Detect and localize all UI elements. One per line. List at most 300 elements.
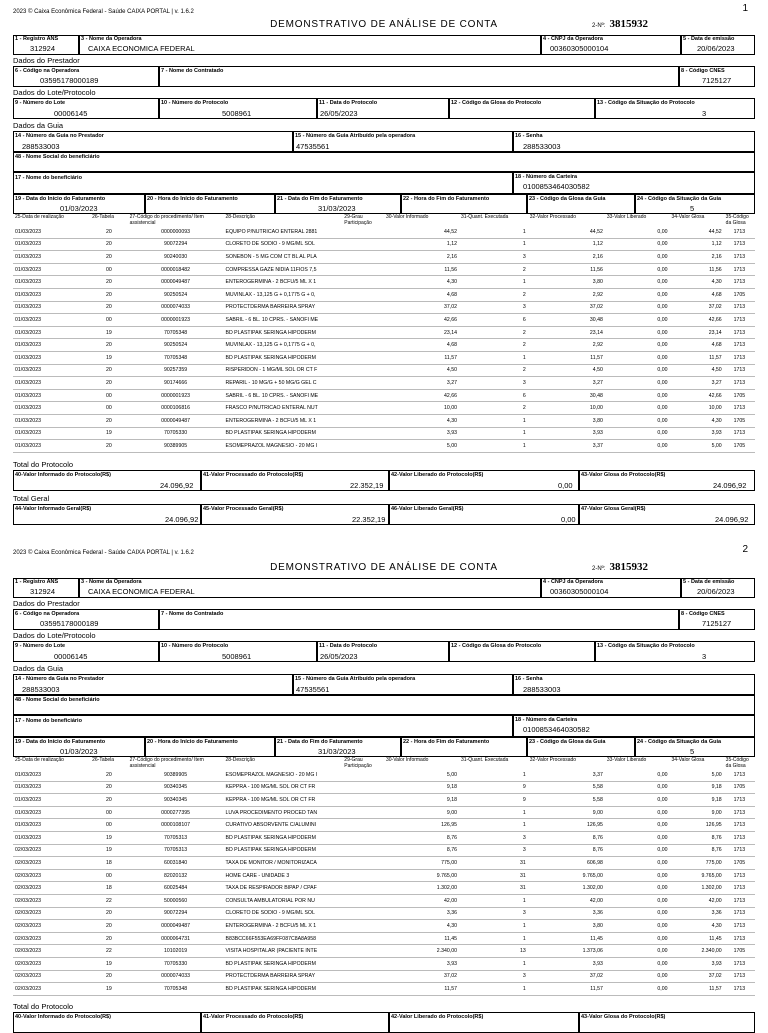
table-cell: BD PLASTIPAK SERINGA HIPODERM bbox=[224, 844, 343, 857]
table-cell: 1713 bbox=[724, 377, 755, 390]
label: 42-Valor Liberado do Protocolo(R$) bbox=[391, 472, 484, 478]
label: 46-Valor Liberado Geral(R$) bbox=[391, 506, 464, 512]
label: 17 - Nome do beneficiário bbox=[15, 175, 82, 181]
table-row bbox=[13, 920, 755, 933]
table-cell bbox=[342, 882, 384, 895]
table-cell: 126,95 bbox=[528, 819, 605, 832]
table-cell: 1713 bbox=[724, 907, 755, 920]
table-cell: 0000049487 bbox=[128, 276, 224, 289]
table-cell: 02/03/2023 bbox=[13, 945, 90, 958]
table-cell: 1705 bbox=[724, 414, 755, 427]
table-cell: 2 bbox=[459, 326, 528, 339]
value: 00360305000104 bbox=[550, 44, 609, 53]
table-cell bbox=[342, 427, 384, 440]
table-cell: KEPPRA - 100 MG/ML SOL OR CT FR bbox=[224, 781, 343, 794]
table-cell: 01/03/2023 bbox=[13, 819, 90, 832]
table-cell: 20 bbox=[90, 364, 128, 377]
table-cell: 1705 bbox=[724, 945, 755, 958]
table-row bbox=[13, 314, 755, 327]
table-cell bbox=[342, 769, 384, 781]
table-cell: 6 bbox=[459, 389, 528, 402]
table-cell: 1713 bbox=[724, 339, 755, 352]
table-cell: 0000049487 bbox=[128, 414, 224, 427]
value: 288533003 bbox=[22, 685, 60, 694]
field-nome-contratado bbox=[159, 609, 679, 630]
table-cell: 30,48 bbox=[528, 314, 605, 327]
section-prestador: Dados do Prestador bbox=[13, 599, 80, 608]
table-cell: 0,00 bbox=[605, 957, 670, 970]
table-cell: 1713 bbox=[724, 276, 755, 289]
table-cell bbox=[342, 945, 384, 958]
table-row bbox=[13, 819, 755, 832]
table-cell: 01/03/2023 bbox=[13, 226, 90, 238]
table-cell: 11,45 bbox=[384, 932, 459, 945]
label: 13 - Código da Situação do Protocolo bbox=[597, 643, 695, 649]
table-cell: 0,00 bbox=[605, 276, 670, 289]
label: 21 - Data do Fim do Faturamento bbox=[277, 739, 363, 745]
table-cell: 19 bbox=[90, 351, 128, 364]
column-header: 35-Código da Glosa bbox=[725, 214, 749, 226]
table-row bbox=[13, 440, 755, 453]
label: 13 - Código da Situação do Protocolo bbox=[597, 100, 695, 106]
items-table bbox=[13, 215, 755, 453]
table-cell: 20 bbox=[90, 377, 128, 390]
table-cell: MUVINLAX - 13,125 G + 0,1775 G + 0, bbox=[224, 288, 343, 301]
table-cell: 1713 bbox=[724, 238, 755, 251]
table-cell: 9,18 bbox=[384, 781, 459, 794]
table-cell: 0,00 bbox=[605, 920, 670, 933]
table-cell: 2 bbox=[459, 288, 528, 301]
table-cell: 0,00 bbox=[605, 907, 670, 920]
table-cell: 3,37 bbox=[528, 769, 605, 781]
table-cell: 44,52 bbox=[384, 226, 459, 238]
table-cell: 4,68 bbox=[669, 288, 723, 301]
table-cell: 01/03/2023 bbox=[13, 806, 90, 819]
value: 22.352,19 bbox=[350, 481, 384, 490]
table-cell: 37,02 bbox=[528, 970, 605, 983]
table-row bbox=[13, 414, 755, 427]
app-header: 2023 © Caixa Econômica Federal - Saúde CAIXA PORTAL | v. 1.6.2 bbox=[13, 550, 194, 556]
table-cell bbox=[342, 869, 384, 882]
table-cell: 60031840 bbox=[128, 857, 224, 870]
label: 20 - Hora do Início do Faturamento bbox=[147, 739, 238, 745]
table-cell: 1713 bbox=[724, 831, 755, 844]
table-cell: 01/03/2023 bbox=[13, 377, 90, 390]
table-cell: 5,00 bbox=[669, 440, 723, 453]
table-cell: 3,93 bbox=[528, 427, 605, 440]
label: 23 - Código da Glosa da Guia bbox=[529, 196, 606, 202]
table-cell: 01/03/2023 bbox=[13, 414, 90, 427]
table-cell: ENTEROGERMINA - 2 BCFU/5 ML X 1 bbox=[224, 276, 343, 289]
label: 12 - Código da Glosa do Protocolo bbox=[451, 643, 542, 649]
table-cell: 60025484 bbox=[128, 882, 224, 895]
table-row bbox=[13, 351, 755, 364]
table-cell: 31 bbox=[459, 882, 528, 895]
section-total-geral: Total Geral bbox=[13, 494, 50, 503]
table-cell: 18 bbox=[90, 857, 128, 870]
table-cell bbox=[342, 857, 384, 870]
table-cell: COMPRESSA GAZE NIDIA 11FIOS 7,5 bbox=[224, 263, 343, 276]
table-cell bbox=[342, 389, 384, 402]
document-title: DEMONSTRATIVO DE ANÁLISE DE CONTA bbox=[270, 19, 498, 30]
table-cell: 01/03/2023 bbox=[13, 364, 90, 377]
table-cell: 1 bbox=[459, 920, 528, 933]
table-cell: 1713 bbox=[724, 251, 755, 264]
table-row bbox=[13, 339, 755, 352]
table-cell: 3,93 bbox=[669, 427, 723, 440]
table-cell: 1 bbox=[459, 351, 528, 364]
table-cell: 20 bbox=[90, 440, 128, 453]
value: 26/05/2023 bbox=[320, 109, 358, 118]
value: 00360305000104 bbox=[550, 587, 609, 596]
table-cell: 3,80 bbox=[528, 414, 605, 427]
field-nome-social bbox=[13, 695, 755, 715]
table-cell: 1713 bbox=[724, 794, 755, 807]
value: 5 bbox=[690, 747, 695, 756]
label: 40-Valor Informado do Protocolo(R$) bbox=[15, 472, 111, 478]
table-cell: REPARIL - 10 MG/G + 50 MG/G GEL C bbox=[224, 377, 343, 390]
value: 7125127 bbox=[702, 76, 732, 85]
table-cell: 9,00 bbox=[384, 806, 459, 819]
table-cell: 23,14 bbox=[528, 326, 605, 339]
table-cell: 8,76 bbox=[528, 844, 605, 857]
table-cell: HOME CARE - UNIDADE 3 bbox=[224, 869, 343, 882]
section-total-protocolo: Total do Protocolo bbox=[13, 1002, 74, 1011]
table-cell: 90250524 bbox=[128, 288, 224, 301]
section-lote: Dados do Lote/Protocolo bbox=[13, 88, 96, 97]
value: 47535561 bbox=[296, 142, 330, 151]
table-cell: 0,00 bbox=[605, 377, 670, 390]
table-cell bbox=[342, 794, 384, 807]
label: 10 - Número do Protocolo bbox=[161, 100, 229, 106]
table-row bbox=[13, 882, 755, 895]
table-cell: 1.302,00 bbox=[669, 882, 723, 895]
table-cell: 02/03/2023 bbox=[13, 920, 90, 933]
label: 1 - Registro ANS bbox=[15, 36, 59, 42]
table-cell: 22 bbox=[90, 945, 128, 958]
column-header: 34-Valor Glosa bbox=[671, 757, 705, 763]
table-cell: 8,76 bbox=[669, 831, 723, 844]
table-cell: 02/03/2023 bbox=[13, 970, 90, 983]
table-cell: 1713 bbox=[724, 932, 755, 945]
table-cell: CLORETO DE SODIO - 9 MG/ML SOL bbox=[224, 238, 343, 251]
table-cell: 00 bbox=[90, 806, 128, 819]
table-cell: ENTEROGERMINA - 2 BCFU/5 ML X 1 bbox=[224, 920, 343, 933]
table-cell: 1 bbox=[459, 440, 528, 453]
table-cell: 3 bbox=[459, 377, 528, 390]
label: 8 - Código CNES bbox=[681, 611, 725, 617]
value: 22.352,19 bbox=[352, 515, 386, 524]
column-header: 30-Valor Informado bbox=[385, 757, 429, 763]
table-cell: 01/03/2023 bbox=[13, 263, 90, 276]
table-cell: 19 bbox=[90, 427, 128, 440]
table-cell: 1713 bbox=[724, 894, 755, 907]
table-cell: 00 bbox=[90, 869, 128, 882]
column-header: 26-Tabela bbox=[92, 214, 115, 220]
table-cell: 0,00 bbox=[605, 414, 670, 427]
table-cell: 20 bbox=[90, 226, 128, 238]
document-title: DEMONSTRATIVO DE ANÁLISE DE CONTA bbox=[270, 562, 498, 573]
value: 0,00 bbox=[558, 481, 573, 490]
table-cell: 5,00 bbox=[384, 769, 459, 781]
table-cell: B83BCC66F553EA69FF087C8A8A958 bbox=[224, 932, 343, 945]
table-cell: BD PLASTIPAK SERINGA HIPODERM bbox=[224, 957, 343, 970]
table-cell: 1713 bbox=[724, 402, 755, 415]
value: 3 bbox=[702, 652, 707, 661]
table-cell: 9,00 bbox=[528, 806, 605, 819]
table-cell bbox=[342, 907, 384, 920]
table-cell: 1,12 bbox=[384, 238, 459, 251]
table-cell: 02/03/2023 bbox=[13, 983, 90, 996]
table-cell: 9,18 bbox=[384, 794, 459, 807]
table-cell: 0,00 bbox=[605, 819, 670, 832]
table-cell: 2 bbox=[459, 402, 528, 415]
table-cell: 3 bbox=[459, 251, 528, 264]
table-cell: 1713 bbox=[724, 970, 755, 983]
field-nome-beneficiario bbox=[13, 715, 513, 737]
table-cell: TAXA DE MONITOR / MONITORIZACA bbox=[224, 857, 343, 870]
value: 01/03/2023 bbox=[60, 204, 98, 213]
table-cell: CURATIVO ABSORVENTE C/ALUMINI bbox=[224, 819, 343, 832]
table-cell: 01/03/2023 bbox=[13, 389, 90, 402]
column-header: 27-Código do procedimento/ Item assistencial bbox=[129, 214, 204, 226]
table-cell bbox=[342, 414, 384, 427]
table-cell: 9.765,00 bbox=[669, 869, 723, 882]
table-row bbox=[13, 894, 755, 907]
table-cell: 20 bbox=[90, 769, 128, 781]
value: 3 bbox=[702, 109, 707, 118]
table-cell: 82020132 bbox=[128, 869, 224, 882]
value: 24.096,92 bbox=[713, 481, 747, 490]
table-cell: 70705348 bbox=[128, 326, 224, 339]
value: 03595178000189 bbox=[40, 76, 99, 85]
table-cell: 1705 bbox=[724, 857, 755, 870]
table-cell: 0,00 bbox=[605, 831, 670, 844]
value: 00006145 bbox=[54, 109, 88, 118]
table-cell: 0,00 bbox=[605, 857, 670, 870]
table-row bbox=[13, 326, 755, 339]
value: 5008961 bbox=[222, 109, 252, 118]
column-header: 31-Quant. Executada bbox=[461, 757, 509, 763]
column-header: 33-Valor Liberado bbox=[606, 757, 647, 763]
table-row bbox=[13, 377, 755, 390]
value: 31/03/2023 bbox=[318, 204, 356, 213]
section-total-protocolo: Total do Protocolo bbox=[13, 460, 74, 469]
value: 7125127 bbox=[702, 619, 732, 628]
table-cell: 0000049487 bbox=[128, 920, 224, 933]
table-cell: 0,00 bbox=[605, 263, 670, 276]
label: 12 - Código da Glosa do Protocolo bbox=[451, 100, 542, 106]
column-header: 28-Descrição bbox=[225, 757, 255, 763]
column-header: 25-Data de realização bbox=[15, 214, 64, 220]
table-cell: 37,02 bbox=[384, 970, 459, 983]
table-cell: 2 bbox=[459, 339, 528, 352]
table-cell: 11,56 bbox=[528, 263, 605, 276]
table-cell: 37,02 bbox=[669, 970, 723, 983]
label: 8 - Código CNES bbox=[681, 68, 725, 74]
label: 17 - Nome do beneficiário bbox=[15, 718, 82, 724]
table-cell: 4,68 bbox=[384, 339, 459, 352]
table-cell: 20 bbox=[90, 251, 128, 264]
table-cell: 00 bbox=[90, 389, 128, 402]
table-cell bbox=[342, 932, 384, 945]
column-header: 29-Grau Participação bbox=[344, 757, 372, 769]
table-cell: 42,00 bbox=[528, 894, 605, 907]
label: 9 - Número do Lote bbox=[15, 100, 66, 106]
table-cell: 0,00 bbox=[605, 806, 670, 819]
table-cell: 0,00 bbox=[605, 301, 670, 314]
table-cell: 606,98 bbox=[528, 857, 605, 870]
table-cell: 20 bbox=[90, 301, 128, 314]
value: 312924 bbox=[30, 587, 56, 596]
table-cell: 19 bbox=[90, 844, 128, 857]
table-cell: 90240030 bbox=[128, 251, 224, 264]
table-cell: 20 bbox=[90, 932, 128, 945]
table-row bbox=[13, 945, 755, 958]
label: 41-Valor Processado do Protocolo(R$) bbox=[203, 1014, 304, 1020]
table-cell bbox=[342, 920, 384, 933]
table-cell bbox=[342, 781, 384, 794]
table-cell: 42,66 bbox=[384, 389, 459, 402]
table-cell: 1713 bbox=[724, 806, 755, 819]
table-cell: 01/03/2023 bbox=[13, 440, 90, 453]
label: 6 - Código na Operadora bbox=[15, 611, 80, 617]
table-cell: ESOMEPRAZOL MAGNESIO - 20 MG I bbox=[224, 769, 343, 781]
table-cell: 1705 bbox=[724, 288, 755, 301]
table-cell: 3 bbox=[459, 831, 528, 844]
table-row bbox=[13, 794, 755, 807]
table-cell: 3,93 bbox=[528, 957, 605, 970]
table-cell: CLORETO DE SODIO - 9 MG/ML SOL bbox=[224, 907, 343, 920]
table-cell: SONEBON - 5 MG COM CT BL AL PLA bbox=[224, 251, 343, 264]
table-cell: 1713 bbox=[724, 326, 755, 339]
table-cell bbox=[342, 326, 384, 339]
table-cell: 8,76 bbox=[528, 831, 605, 844]
value: 5008961 bbox=[222, 652, 252, 661]
table-cell: 1713 bbox=[724, 869, 755, 882]
table-cell: 0,00 bbox=[605, 389, 670, 402]
table-cell: 1.302,00 bbox=[384, 882, 459, 895]
label: 15 - Número da Guia Atribuído pela operadora bbox=[295, 133, 416, 139]
table-cell: 1 bbox=[459, 983, 528, 996]
label: 5 - Data de emissão bbox=[683, 579, 735, 585]
table-cell bbox=[342, 351, 384, 364]
table-cell: VISITA HOSPITALAR (PACIENTE INTE bbox=[224, 945, 343, 958]
table-cell: 2,16 bbox=[384, 251, 459, 264]
table-cell: 10,00 bbox=[384, 402, 459, 415]
value: 0100853464030582 bbox=[523, 182, 590, 191]
table-cell: 0000000093 bbox=[128, 226, 224, 238]
table-cell: 2 bbox=[459, 364, 528, 377]
table-cell: 4,50 bbox=[669, 364, 723, 377]
label: 43-Valor Glosa do Protocolo(R$) bbox=[581, 472, 666, 478]
table-cell: 1713 bbox=[724, 920, 755, 933]
table-row bbox=[13, 957, 755, 970]
table-row bbox=[13, 402, 755, 415]
table-cell: 3,27 bbox=[669, 377, 723, 390]
table-cell: 1 bbox=[459, 238, 528, 251]
table-cell bbox=[342, 339, 384, 352]
table-cell: 1713 bbox=[724, 983, 755, 996]
table-cell: 23,14 bbox=[384, 326, 459, 339]
table-cell bbox=[342, 844, 384, 857]
label: 18 - Número da Carteira bbox=[515, 717, 578, 723]
table-cell: 01/03/2023 bbox=[13, 769, 90, 781]
table-row bbox=[13, 276, 755, 289]
table-cell: 20 bbox=[90, 414, 128, 427]
table-cell: 11,45 bbox=[528, 932, 605, 945]
table-cell: 90340345 bbox=[128, 794, 224, 807]
table-cell: 0,00 bbox=[605, 794, 670, 807]
table-cell: 0000001923 bbox=[128, 314, 224, 327]
table-cell: 1 bbox=[459, 957, 528, 970]
table-cell: 20 bbox=[90, 920, 128, 933]
column-header: 32-Valor Processado bbox=[529, 757, 577, 763]
table-cell: 1 bbox=[459, 427, 528, 440]
table-cell: 90072294 bbox=[128, 238, 224, 251]
table-cell: 3,36 bbox=[528, 907, 605, 920]
table-row bbox=[13, 301, 755, 314]
table-cell: 4,30 bbox=[669, 920, 723, 933]
document-number: 2-Nº: 3815932 bbox=[592, 561, 649, 573]
table-cell: 90389905 bbox=[128, 440, 224, 453]
table-cell: 0000064731 bbox=[128, 932, 224, 945]
table-cell: 0,00 bbox=[605, 781, 670, 794]
column-header: 35-Código da Glosa bbox=[725, 757, 749, 769]
table-row bbox=[13, 226, 755, 238]
table-cell: 0000074033 bbox=[128, 970, 224, 983]
table-row bbox=[13, 857, 755, 870]
label: 21 - Data do Fim do Faturamento bbox=[277, 196, 363, 202]
label: 3 - Nome da Operadora bbox=[81, 579, 142, 585]
table-cell: ENTEROGERMINA - 2 BCFU/5 ML X 1 bbox=[224, 414, 343, 427]
table-cell: 02/03/2023 bbox=[13, 869, 90, 882]
table-cell: 0,00 bbox=[605, 226, 670, 238]
table-cell: 9,18 bbox=[669, 781, 723, 794]
table-cell: 42,00 bbox=[384, 894, 459, 907]
table-cell: 0,00 bbox=[605, 769, 670, 781]
table-cell: 4,50 bbox=[528, 364, 605, 377]
table-row bbox=[13, 251, 755, 264]
label: 22 - Hora do Fim do Faturamento bbox=[403, 739, 490, 745]
table-cell: 1 bbox=[459, 276, 528, 289]
table-cell bbox=[342, 314, 384, 327]
table-cell: 2 bbox=[459, 263, 528, 276]
column-header: 32-Valor Processado bbox=[529, 214, 577, 220]
table-row bbox=[13, 263, 755, 276]
table-cell: 2,92 bbox=[528, 339, 605, 352]
table-cell: 3,36 bbox=[669, 907, 723, 920]
table-cell: 6 bbox=[459, 314, 528, 327]
table-cell bbox=[342, 970, 384, 983]
table-cell: KEPPRA - 100 MG/ML SOL OR CT FR bbox=[224, 794, 343, 807]
value: 01/03/2023 bbox=[60, 747, 98, 756]
table-cell: 20 bbox=[90, 339, 128, 352]
table-cell: 44,52 bbox=[669, 226, 723, 238]
table-cell: 0,00 bbox=[605, 894, 670, 907]
table-cell: LUVA PROCEDIMENTO PROCED TAN bbox=[224, 806, 343, 819]
table-cell: 5,58 bbox=[528, 794, 605, 807]
table-cell: 3,80 bbox=[528, 920, 605, 933]
table-cell: 0000074033 bbox=[128, 301, 224, 314]
table-cell: 1705 bbox=[724, 389, 755, 402]
table-cell: 3 bbox=[459, 970, 528, 983]
table-cell: 1713 bbox=[724, 364, 755, 377]
label: 44-Valor Informado Geral(R$) bbox=[15, 506, 92, 512]
table-cell: 02/03/2023 bbox=[13, 907, 90, 920]
table-cell: 10,00 bbox=[528, 402, 605, 415]
table-cell: 0,00 bbox=[605, 326, 670, 339]
